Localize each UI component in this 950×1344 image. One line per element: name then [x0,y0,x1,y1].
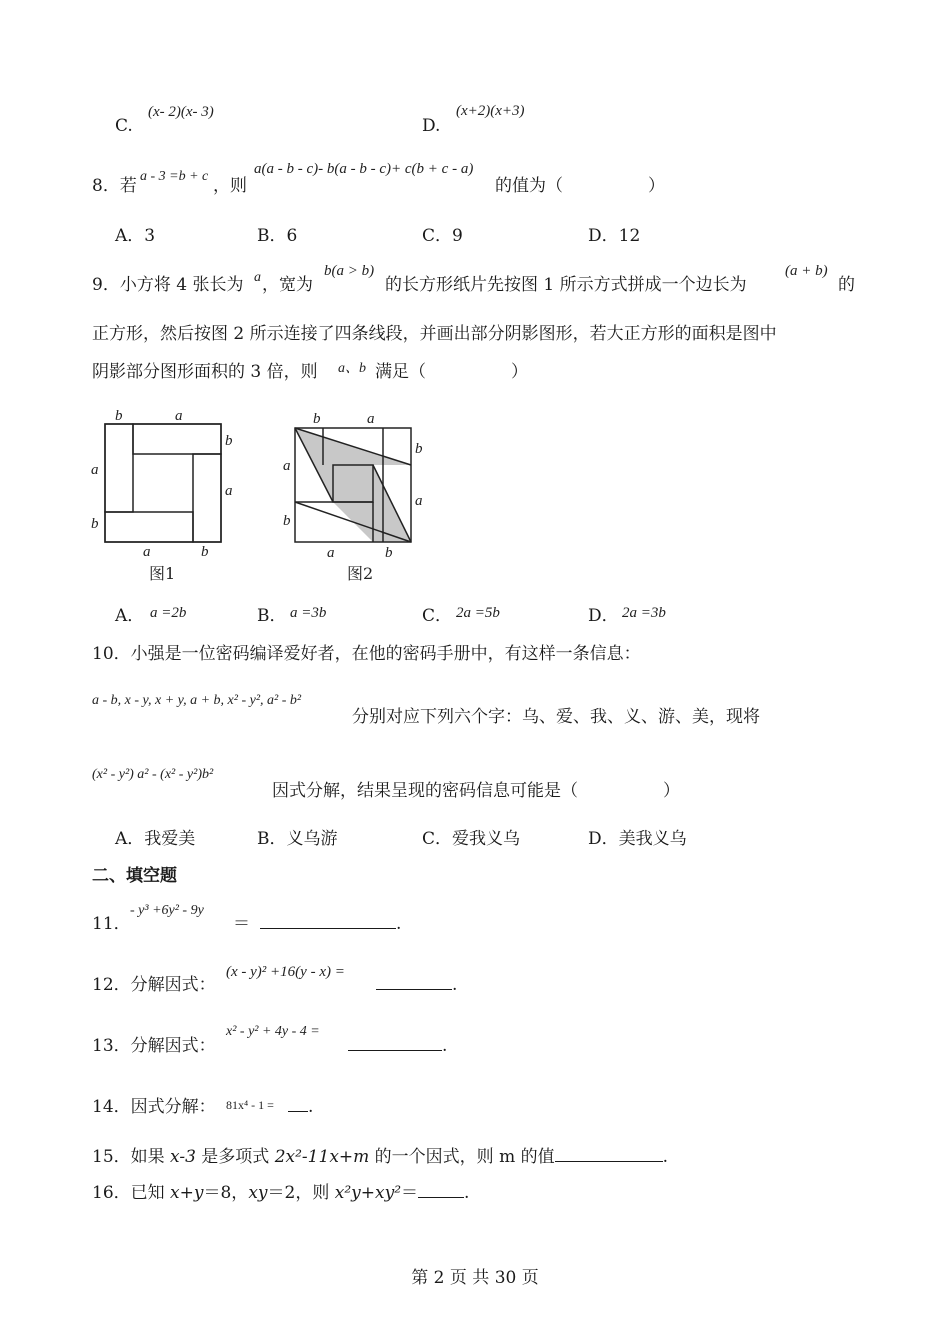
q15-line [92,1146,668,1168]
fig1-label-a-right: a [225,483,233,499]
q8-condition [140,168,208,186]
fig1-caption: 图1 [149,564,176,583]
q8-expression [254,160,473,178]
q13-expression-text: x² - y² + 4y - 4 = [226,1024,320,1039]
fig2-label-b-right: b [415,441,423,457]
q9-part2: ，宽为 [262,275,313,295]
q14-number: 14．因式分解： [92,1097,216,1117]
q8-option-b: B．6 [257,226,298,246]
q7-option-c-label: C. [115,116,133,136]
q16-text-a: 16．已知 [92,1183,171,1203]
q14-answer [288,1096,313,1118]
q16-text-c: ＝2，则 [267,1183,335,1203]
fig1-rect-top [133,424,221,454]
q8-expression-text: a(a - b - c)- b(a - b - c)+ c(b + c - a) [254,161,474,177]
q9-option-c-expr-text: 2a =5b [456,605,500,621]
fig2-shaded-region [295,428,411,542]
q9-option-b-expr [290,604,326,622]
fig2-label-b-top: b [313,411,321,427]
q9-option-d-expr-text: 2a =3b [622,605,666,621]
q15-expr1: x-3 [170,1147,196,1167]
q10-list-expr-text: a - b, x - y, x + y, a + b, x² - y², a² - b² [92,693,302,708]
q15-text-a: 15．如果 [92,1147,171,1167]
q9-option-a-expr [150,604,186,622]
q13-answer [348,1035,447,1057]
q14-expression-text: 81x⁴ - 1 = [226,1098,274,1112]
q8-number: 8．若 [92,176,137,196]
q16-line [92,1182,469,1204]
q7-d-expr-text: (x+2)(x+3) [456,103,525,119]
q13-answer-blank[interactable] [348,1036,442,1051]
q9-option-c-expr [456,604,500,622]
q9-var-a [254,269,261,287]
q15-text-c: 的一个因式，则 m 的值 [369,1147,555,1167]
q9-option-a-expr-text: a =2b [150,605,187,621]
q7-option-c-expr [148,103,214,121]
q12-expression [226,963,345,981]
q10-option-d: D．美我义乌 [588,829,687,849]
fig1-label-b-right: b [225,433,233,449]
q10-list-expr [92,692,301,710]
fig1-label-b-top: b [115,408,123,424]
q14-period: . [308,1097,314,1117]
q12-answer-blank[interactable] [376,975,452,990]
q9-option-d-expr [622,604,666,622]
fig2-label-a-right: a [415,493,423,509]
q9-option-b-label: B． [257,606,287,626]
fig1-label-b-left: b [91,516,99,532]
q16-text-d: ＝ [401,1183,419,1203]
q8-then: ，则 [213,176,247,196]
q14-expression [226,1096,274,1114]
q9-option-a-label: A． [115,606,145,626]
q10-option-a: A．我爱美 [115,829,196,849]
q9-line2: 正方形，然后按图 2 所示连接了四条线段，并画出部分阴影图形，若大正方形的面积是图中 [92,324,777,344]
q11-period: . [396,914,402,934]
q9-part3: 的长方形纸片先按图 1 所示方式拼成一个边长为 [385,275,747,295]
fig2-label-b-bottom: b [385,545,393,561]
q9-var-a-text: a [254,270,261,285]
figure-1 [85,402,245,587]
q13-expression [226,1023,320,1041]
q13-period: . [442,1036,448,1056]
q8-option-a: A．3 [115,226,156,246]
q9-option-b-expr-text: a =3b [290,605,327,621]
q11-number: 11． [92,914,131,934]
figure-2 [275,402,435,587]
q13-number: 13．分解因式： [92,1036,216,1056]
fig2-label-a-top: a [367,411,375,427]
q7-option-d-expr [456,102,525,120]
section-heading-fill-in: 二、填空题 [92,866,177,886]
page-footer: 第 2 页 共 30 页 [411,1268,539,1288]
fig1-label-b-bottom: b [201,544,209,560]
fig1-outer-square [105,424,221,542]
q9-line3b: 满足（ ） [375,362,528,382]
q8-tail: 的值为（ ） [495,176,665,196]
q10-option-b: B．义乌游 [257,829,338,849]
fig1-label-a-left: a [91,462,99,478]
q11-answer [260,913,401,935]
q15-answer-blank[interactable] [555,1147,663,1162]
q10-expression-text: (x² - y²) a² - (x² - y²)b² [92,767,214,782]
q12-expression-text: (x - y)² +16(y - x) = [226,964,345,980]
q11-expression-text: - y³ +6y² - 9y [130,903,204,918]
fig2-caption: 图2 [347,564,374,583]
q11-expression [130,902,204,920]
q10-option-c: C．爱我义乌 [422,829,521,849]
q9-vars-ab-text: a、b [338,361,366,376]
q9-var-ab-text: (a + b) [785,263,828,279]
q7-option-d-label: D. [422,116,441,136]
q10-line1: 10．小强是一位密码编译爱好者，在他的密码手册中，有这样一条信息： [92,644,641,664]
q16-expr2: xy [248,1183,268,1203]
q16-period: . [464,1183,470,1203]
q9-vars-ab [338,360,366,378]
q16-expr3: x²y+xy² [334,1183,402,1203]
q15-text-b: 是多项式 [195,1147,275,1167]
fig1-label-a-bottom: a [143,544,151,560]
q16-expr1: x+y [170,1183,204,1203]
q9-var-ab [785,262,828,280]
q9-var-b-text: b(a > b) [324,263,375,279]
fig1-rect-right [193,454,221,542]
fig1-label-a-top: a [175,408,183,424]
q10-expression-text: 因式分解，结果呈现的密码信息可能是（ ） [272,781,680,801]
q9-var-b [324,262,374,280]
q9-part4: 的 [838,275,855,295]
fig2-label-a-bottom: a [327,545,335,561]
fig2-label-b-left: b [283,513,291,529]
q9-option-c-label: C． [422,606,453,626]
q9-option-d-label: D． [588,606,619,626]
q10-list-text: 分别对应下列六个字：乌、爱、我、义、游、美，现将 [352,707,760,727]
q7-c-expr-text: (x- 2)(x- 3) [148,104,214,120]
q10-expression [92,766,213,784]
q15-expr2: 2x²-11x+m [274,1147,370,1167]
q8-option-d: D．12 [588,226,641,246]
fig1-rect-bottom [105,512,193,542]
q15-period: . [662,1147,669,1167]
q8-option-c: C．9 [422,226,463,246]
q12-answer [376,974,457,996]
q16-text-b: ＝8， [203,1183,249,1203]
q11-equals: ＝ [233,914,250,934]
q14-answer-blank[interactable] [288,1097,308,1112]
q12-number: 12．分解因式： [92,975,216,995]
q8-condition-text: a - 3 =b + c [140,169,209,184]
q9-line3a: 阴影部分图形面积的 3 倍，则 [92,362,318,382]
q11-answer-blank[interactable] [260,914,396,929]
q9-part1: 9．小方将 4 张长为 [92,275,244,295]
q16-answer-blank[interactable] [418,1183,464,1198]
fig1-rect-left [105,424,133,512]
fig2-label-a-left: a [283,458,291,474]
q12-period: . [452,975,458,995]
